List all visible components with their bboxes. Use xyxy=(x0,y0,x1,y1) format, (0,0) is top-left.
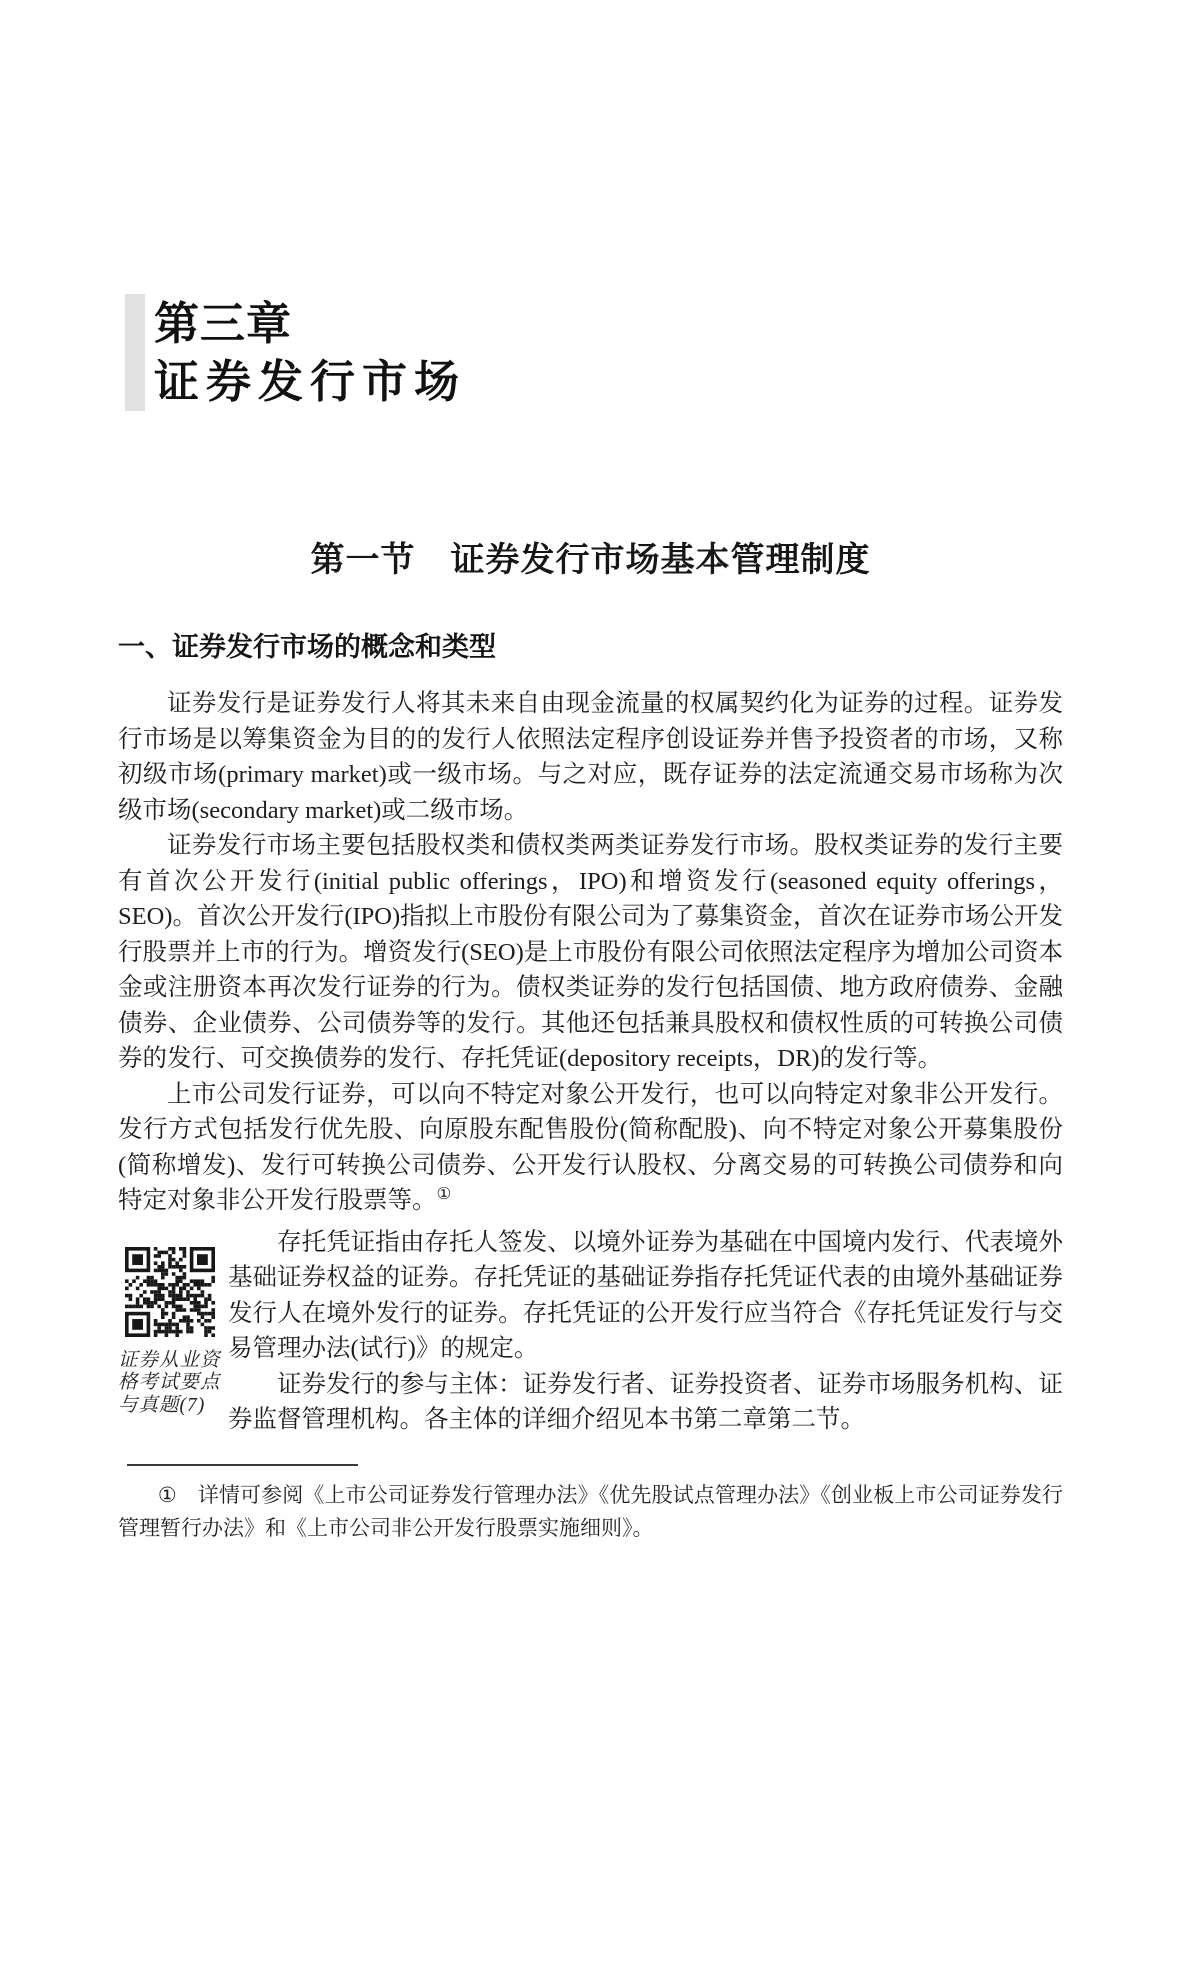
qr-caption-line: 格考试要点 xyxy=(118,1372,221,1393)
chapter-title: 证券发行市场 xyxy=(154,356,467,407)
paragraph xyxy=(118,1077,1063,1219)
chapter-number: 第三章 xyxy=(154,298,293,349)
aside-text xyxy=(228,1225,1063,1438)
footnote-divider xyxy=(127,1464,358,1466)
footnote-marker: ① xyxy=(157,1482,177,1507)
paragraph: 存托凭证指由存托人签发、以境外证券为基础在中国境内发行、代表境外基础证券权益的证券。存托凭证的基础证券指存托凭证代表的由境外基础证券发行人在境外发行的证券。存托凭证的公开发行应当符合《存托凭证发行与交易管理办法(试行)》的规定。 xyxy=(228,1228,1063,1362)
qr-caption xyxy=(118,1349,221,1418)
paragraph: 证券发行市场主要包括股权类和债权类两类证券发行市场。股权类证券的发行主要有首次公开发行(initial public offerings，IPO)和增资发行(seasoned equity offerings，SEO)。首次公开发行(IPO)指拟上市股份有限公司为了募集资金，首次在证券市场公开发行股票并上市的行为。增资发行(SEO)是上市股份有限公司依照法定程序为增加公司资本金或注册资本再次发行证券的行为。债权类证券的发行包括国债、地方政府债券、金融债券、企业债券、公司债券等的发行。其他还包括兼具股权和债权性质的可转换公司债券的发行、可交换债券的发行、存托凭证(depository receipts，DR)的发行等。 xyxy=(118,832,1063,1072)
section-title: 第一节 证券发行市场基本管理制度 xyxy=(310,542,871,579)
footnote-text xyxy=(118,1479,1063,1545)
aside-row xyxy=(118,1225,1063,1438)
chapter-heading xyxy=(125,294,1203,411)
footnote-body: 详情可参阅《上市公司证券发行管理办法》《优先股试点管理办法》《创业板上市公司证券发行管理暂行办法》和《上市公司非公开发行股票实施细则》。 xyxy=(118,1482,1064,1540)
paragraph: 证券发行是证券发行人将其未来自由现金流量的权属契约化为证券的过程。证券发行市场是以筹集资金为目的的发行人依照法定程序创设证券并售予投资者的市场，又称初级市场(primary market)或一级市场。与之对应，既存证券的法定流通交易市场称为次级市场(secondary market)或二级市场。 xyxy=(118,690,1063,824)
qr-caption-line: 与真题(7) xyxy=(118,1394,206,1416)
chapter-accent-bar xyxy=(125,294,145,411)
qr-code-icon xyxy=(125,1247,215,1337)
qr-column xyxy=(118,1247,221,1438)
qr-caption-line: 证券从业资 xyxy=(118,1349,221,1371)
paragraph-text: 上市公司发行证券，可以向不特定对象公开发行，也可以向特定对象非公开发行。发行方式包括发行优先股、向原股东配售股份(简称配股)、向不特定对象公开募集股份(简称增发)、发行可转换公司债券、公开发行认股权、分离交易的可转换公司债券和向特定对象非公开发行股票等。 xyxy=(118,1080,1063,1214)
subsection-title: 一、证券发行市场的概念和类型 xyxy=(118,632,496,662)
footnote-reference: ① xyxy=(436,1183,452,1203)
body-text xyxy=(118,686,1063,1438)
book-page xyxy=(0,294,1203,1969)
chapter-titles xyxy=(154,294,466,411)
paragraph: 证券发行的参与主体：证券发行者、证券投资者、证券市场服务机构、证券监督管理机构。各主体的详细介绍见本书第二章第二节。 xyxy=(228,1370,1063,1433)
footnote-area xyxy=(118,1464,1063,1545)
